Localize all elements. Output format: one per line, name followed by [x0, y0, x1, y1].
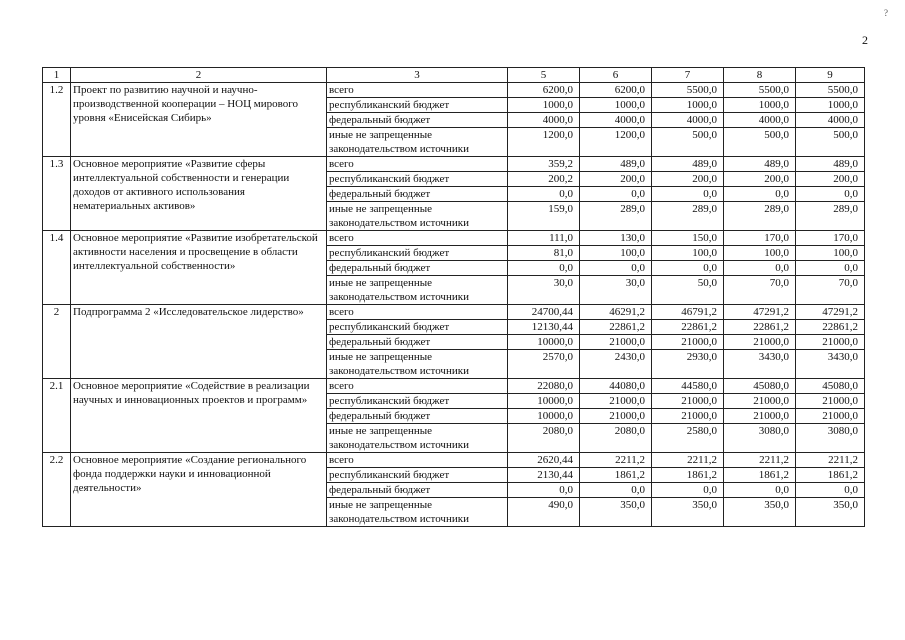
amount-cell: 489,0: [796, 157, 865, 172]
funding-source: иные не запрещенные законодательством источники: [327, 424, 508, 453]
activity-title: Проект по развитию научной и научно-производственной кооперации – НОЦ мирового уровня «Енисейская Сибирь»: [71, 83, 327, 157]
row-index: 1.4: [43, 231, 71, 305]
row-index: 2.1: [43, 379, 71, 453]
amount-cell: 10000,0: [508, 394, 580, 409]
amount-cell: 3080,0: [796, 424, 865, 453]
funding-source: федеральный бюджет: [327, 261, 508, 276]
funding-source: республиканский бюджет: [327, 172, 508, 187]
funding-source: иные не запрещенные законодательством источники: [327, 350, 508, 379]
amount-cell: 22861,2: [652, 320, 724, 335]
amount-cell: 2130,44: [508, 468, 580, 483]
funding-source: федеральный бюджет: [327, 483, 508, 498]
amount-cell: 2580,0: [652, 424, 724, 453]
amount-cell: 21000,0: [796, 394, 865, 409]
amount-cell: 289,0: [652, 202, 724, 231]
amount-cell: 21000,0: [796, 409, 865, 424]
activity-title: Основное мероприятие «Создание регионального фонда поддержки науки и инновационной деятельности»: [71, 453, 327, 527]
amount-cell: 489,0: [652, 157, 724, 172]
funding-source: иные не запрещенные законодательством источники: [327, 498, 508, 527]
amount-cell: 350,0: [652, 498, 724, 527]
budget-table: [42, 67, 865, 527]
amount-cell: 2570,0: [508, 350, 580, 379]
amount-cell: 489,0: [580, 157, 652, 172]
amount-cell: 0,0: [580, 483, 652, 498]
funding-source: всего: [327, 453, 508, 468]
amount-cell: 30,0: [508, 276, 580, 305]
amount-cell: 2080,0: [580, 424, 652, 453]
amount-cell: 12130,44: [508, 320, 580, 335]
funding-source: федеральный бюджет: [327, 335, 508, 350]
funding-source: федеральный бюджет: [327, 187, 508, 202]
amount-cell: 500,0: [796, 128, 865, 157]
amount-cell: 489,0: [724, 157, 796, 172]
amount-cell: 0,0: [580, 261, 652, 276]
row-index: 2.2: [43, 453, 71, 527]
funding-source: федеральный бюджет: [327, 113, 508, 128]
amount-cell: 170,0: [796, 231, 865, 246]
amount-cell: 0,0: [724, 187, 796, 202]
amount-cell: 0,0: [796, 483, 865, 498]
activity-title: Основное мероприятие «Развитие сферы интеллектуальной собственности и генерации доходов от активного использования нематериальных активов»: [71, 157, 327, 231]
amount-cell: 70,0: [796, 276, 865, 305]
amount-cell: 21000,0: [724, 394, 796, 409]
amount-cell: 200,0: [580, 172, 652, 187]
amount-cell: 4000,0: [796, 113, 865, 128]
amount-cell: 0,0: [652, 261, 724, 276]
amount-cell: 2080,0: [508, 424, 580, 453]
amount-cell: 1000,0: [652, 98, 724, 113]
amount-cell: 45080,0: [796, 379, 865, 394]
funding-source: всего: [327, 379, 508, 394]
amount-cell: 0,0: [652, 187, 724, 202]
amount-cell: 5500,0: [796, 83, 865, 98]
amount-cell: 200,2: [508, 172, 580, 187]
amount-cell: 10000,0: [508, 409, 580, 424]
amount-cell: 1000,0: [796, 98, 865, 113]
column-header: 6: [580, 68, 652, 83]
funding-source: республиканский бюджет: [327, 98, 508, 113]
amount-cell: 289,0: [724, 202, 796, 231]
amount-cell: 4000,0: [580, 113, 652, 128]
funding-source: республиканский бюджет: [327, 394, 508, 409]
table-body: [43, 68, 865, 527]
amount-cell: 350,0: [796, 498, 865, 527]
funding-source: всего: [327, 157, 508, 172]
amount-cell: 6200,0: [508, 83, 580, 98]
row-index: 1.3: [43, 157, 71, 231]
amount-cell: 5500,0: [724, 83, 796, 98]
amount-cell: 0,0: [508, 483, 580, 498]
funding-source: республиканский бюджет: [327, 468, 508, 483]
amount-cell: 44080,0: [580, 379, 652, 394]
table-row: [43, 157, 865, 172]
amount-cell: 2211,2: [724, 453, 796, 468]
funding-source: республиканский бюджет: [327, 246, 508, 261]
amount-cell: 21000,0: [652, 394, 724, 409]
amount-cell: 490,0: [508, 498, 580, 527]
amount-cell: 289,0: [796, 202, 865, 231]
funding-source: республиканский бюджет: [327, 320, 508, 335]
table-row: [43, 231, 865, 246]
amount-cell: 100,0: [580, 246, 652, 261]
amount-cell: 2211,2: [652, 453, 724, 468]
amount-cell: 24700,44: [508, 305, 580, 320]
amount-cell: 44580,0: [652, 379, 724, 394]
column-header: 9: [796, 68, 865, 83]
amount-cell: 46291,2: [580, 305, 652, 320]
table-row: [43, 453, 865, 468]
amount-cell: 150,0: [652, 231, 724, 246]
amount-cell: 30,0: [580, 276, 652, 305]
amount-cell: 5500,0: [652, 83, 724, 98]
table-row: [43, 305, 865, 320]
amount-cell: 50,0: [652, 276, 724, 305]
row-index: 1.2: [43, 83, 71, 157]
amount-cell: 6200,0: [580, 83, 652, 98]
amount-cell: 1000,0: [508, 98, 580, 113]
amount-cell: 170,0: [724, 231, 796, 246]
amount-cell: 45080,0: [724, 379, 796, 394]
amount-cell: 4000,0: [508, 113, 580, 128]
amount-cell: 1861,2: [580, 468, 652, 483]
amount-cell: 350,0: [580, 498, 652, 527]
amount-cell: 47291,2: [724, 305, 796, 320]
funding-source: иные не запрещенные законодательством источники: [327, 202, 508, 231]
funding-source: всего: [327, 231, 508, 246]
amount-cell: 130,0: [580, 231, 652, 246]
activity-title: Подпрограмма 2 «Исследовательское лидерство»: [71, 305, 327, 379]
amount-cell: 0,0: [796, 187, 865, 202]
amount-cell: 1861,2: [796, 468, 865, 483]
amount-cell: 21000,0: [724, 409, 796, 424]
funding-source: иные не запрещенные законодательством источники: [327, 128, 508, 157]
activity-title: Основное мероприятие «Содействие в реализации научных и инновационных проектов и программ»: [71, 379, 327, 453]
amount-cell: 10000,0: [508, 335, 580, 350]
amount-cell: 159,0: [508, 202, 580, 231]
amount-cell: 1861,2: [652, 468, 724, 483]
amount-cell: 4000,0: [652, 113, 724, 128]
amount-cell: 21000,0: [580, 394, 652, 409]
corner-mark: ?: [884, 8, 888, 18]
amount-cell: 500,0: [652, 128, 724, 157]
amount-cell: 2930,0: [652, 350, 724, 379]
amount-cell: 200,0: [652, 172, 724, 187]
column-header: 7: [652, 68, 724, 83]
amount-cell: 100,0: [796, 246, 865, 261]
amount-cell: 1200,0: [508, 128, 580, 157]
amount-cell: 500,0: [724, 128, 796, 157]
amount-cell: 100,0: [652, 246, 724, 261]
amount-cell: 46791,2: [652, 305, 724, 320]
amount-cell: 359,2: [508, 157, 580, 172]
amount-cell: 0,0: [724, 483, 796, 498]
amount-cell: 0,0: [652, 483, 724, 498]
amount-cell: 350,0: [724, 498, 796, 527]
row-index: 2: [43, 305, 71, 379]
table-row: [43, 83, 865, 98]
amount-cell: 2620,44: [508, 453, 580, 468]
amount-cell: 22861,2: [580, 320, 652, 335]
column-header: 1: [43, 68, 71, 83]
page-number: 2: [862, 33, 868, 47]
funding-source: всего: [327, 83, 508, 98]
amount-cell: 0,0: [580, 187, 652, 202]
amount-cell: 111,0: [508, 231, 580, 246]
amount-cell: 70,0: [724, 276, 796, 305]
amount-cell: 81,0: [508, 246, 580, 261]
amount-cell: 3430,0: [724, 350, 796, 379]
amount-cell: 2430,0: [580, 350, 652, 379]
amount-cell: 21000,0: [652, 335, 724, 350]
funding-source: федеральный бюджет: [327, 409, 508, 424]
table-row: [43, 379, 865, 394]
amount-cell: 21000,0: [652, 409, 724, 424]
column-header: 3: [327, 68, 508, 83]
funding-source: иные не запрещенные законодательством источники: [327, 276, 508, 305]
amount-cell: 289,0: [580, 202, 652, 231]
amount-cell: 0,0: [724, 261, 796, 276]
column-header: 2: [71, 68, 327, 83]
amount-cell: 21000,0: [580, 335, 652, 350]
amount-cell: 3080,0: [724, 424, 796, 453]
column-header: 5: [508, 68, 580, 83]
amount-cell: 100,0: [724, 246, 796, 261]
amount-cell: 2211,2: [796, 453, 865, 468]
amount-cell: 0,0: [508, 261, 580, 276]
amount-cell: 3430,0: [796, 350, 865, 379]
amount-cell: 22080,0: [508, 379, 580, 394]
amount-cell: 1200,0: [580, 128, 652, 157]
amount-cell: 1861,2: [724, 468, 796, 483]
amount-cell: 200,0: [724, 172, 796, 187]
header-row: [43, 68, 865, 83]
amount-cell: 22861,2: [724, 320, 796, 335]
amount-cell: 21000,0: [796, 335, 865, 350]
amount-cell: 1000,0: [580, 98, 652, 113]
amount-cell: 0,0: [796, 261, 865, 276]
amount-cell: 0,0: [508, 187, 580, 202]
amount-cell: 4000,0: [724, 113, 796, 128]
funding-source: всего: [327, 305, 508, 320]
amount-cell: 21000,0: [580, 409, 652, 424]
amount-cell: 2211,2: [580, 453, 652, 468]
activity-title: Основное мероприятие «Развитие изобретательской активности населения и просвещение в области интеллектуальной собственности»: [71, 231, 327, 305]
amount-cell: 21000,0: [724, 335, 796, 350]
amount-cell: 47291,2: [796, 305, 865, 320]
amount-cell: 22861,2: [796, 320, 865, 335]
amount-cell: 200,0: [796, 172, 865, 187]
column-header: 8: [724, 68, 796, 83]
amount-cell: 1000,0: [724, 98, 796, 113]
